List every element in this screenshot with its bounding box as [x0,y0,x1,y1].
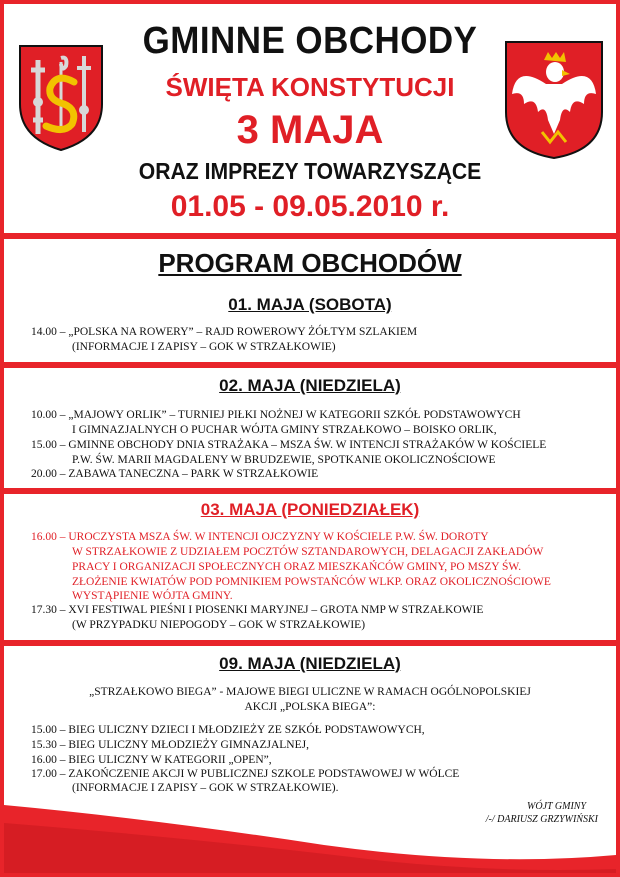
header-date-main: 3 MAJA [236,108,384,152]
section-intro: AKCJI „POLSKA BIEGA”: [244,701,376,713]
event-line: WYSTĄPIENIE WÓJTA GMINY. [72,590,233,602]
event-line: 20.00 – ZABAWA TANECZNA – PARK W STRZAŁKOWIE [31,468,319,480]
municipal-coat-of-arms-icon [16,42,106,154]
poster [4,4,616,873]
event-line: (INFORMACJE I ZAPISY – GOK W STRZAŁKOWIE). [72,782,339,794]
event-line: ZŁOŻENIE KWIATÓW POD POMNIKIEM POWSTAŃCÓW WLKP. ORAZ OKOLICZNOŚCIOWE [72,576,551,588]
header-subtitle: ŚWIĘTA KONSTYTUCJI [165,72,455,102]
event-line: 15.30 – BIEG ULICZNY MŁODZIEŻY GIMNAZJALNEJ, [31,739,309,751]
program-title: PROGRAM OBCHODÓW [158,248,462,278]
event-line: 14.00 – „POLSKA NA ROWERY” – RAJD ROWEROWY ŻÓŁTYM SZLAKIEM [31,326,418,338]
header [4,4,616,232]
event-line: 16.00 – BIEG ULICZNY W KATEGORII „OPEN”, [31,754,272,766]
section-divider [4,362,616,368]
section-divider [4,488,616,494]
header-title: GMINNE OBCHODY [142,20,478,62]
event-line: PRACY I ORGANIZACJI SPOŁECZNYCH ORAZ MIESZKAŃCÓW GMINY, PO MSZY ŚW. [72,561,522,573]
event-line: 16.00 – UROCZYSTA MSZA ŚW. W INTENCJI OJCZYZNY W KOŚCIELE P.W. ŚW. DOROTY [31,531,489,543]
signature-role: WÓJT GMINY [527,801,586,812]
event-line: P.W. ŚW. MARII MAGDALENY W BRUDZEWIE, SPOTKANIE OKOLICZNOŚCIOWE [72,454,496,466]
event-line: I GIMNAZJALNYCH O PUCHAR WÓJTA GMINY STRZAŁKOWO – BOISKO ORLIK, [72,424,497,436]
event-line: 10.00 – „MAJOWY ORLIK” – TURNIEJ PIŁKI NOŻNEJ W KATEGORII SZKÓŁ PODSTAWOWYCH [31,409,521,421]
event-line: 17.30 – XVI FESTIWAL PIEŚNI I PIOSENKI MARYJNEJ – GROTA NMP W STRZAŁKOWIE [31,604,484,616]
section-divider [4,640,616,646]
header-divider [4,233,616,239]
section-title-may-1: 01. MAJA (SOBOTA) [228,295,392,314]
event-line: (INFORMACJE I ZAPISY – GOK W STRZAŁKOWIE) [72,341,336,353]
event-line: 17.00 – ZAKOŃCZENIE AKCJI W PUBLICZNEJ SZKOLE PODSTAWOWEJ W WÓLCE [31,768,460,780]
header-date-range: 01.05 - 09.05.2010 r. [170,190,450,223]
section-title-may-2: 02. MAJA (NIEDZIELA) [219,376,401,395]
signature-name: /-/ DARIUSZ GRZYWIŃSKI [485,814,598,825]
event-line: 15.00 – GMINNE OBCHODY DNIA STRAŻAKA – MSZA ŚW. W INTENCJI STRAŻAKÓW W KOŚCIELE [31,439,547,451]
event-line: (W PRZYPADKU NIEPOGODY – GOK W STRZAŁKOWIE) [72,619,366,631]
section-intro: „STRZAŁKOWO BIEGA” - MAJOWE BIEGI ULICZNE W RAMACH OGÓLNOPOLSKIEJ [89,686,531,698]
section-title-may-9: 09. MAJA (NIEDZIELA) [219,654,401,673]
event-line: 15.00 – BIEG ULICZNY DZIECI I MŁODZIEŻY ZE SZKÓŁ PODSTAWOWYCH, [31,724,425,736]
event-line: W STRZAŁKOWIE Z UDZIAŁEM POCZTÓW SZTANDAROWYCH, DELAGACJI ZAKŁADÓW [72,546,544,558]
polish-eagle-coat-of-arms-icon [502,38,606,162]
bottom-wave-decoration [4,783,616,873]
header-subtitle-2: ORAZ IMPREZY TOWARZYSZĄCE [138,158,482,184]
section-title-may-3: 03. MAJA (PONIEDZIAŁEK) [200,500,420,519]
